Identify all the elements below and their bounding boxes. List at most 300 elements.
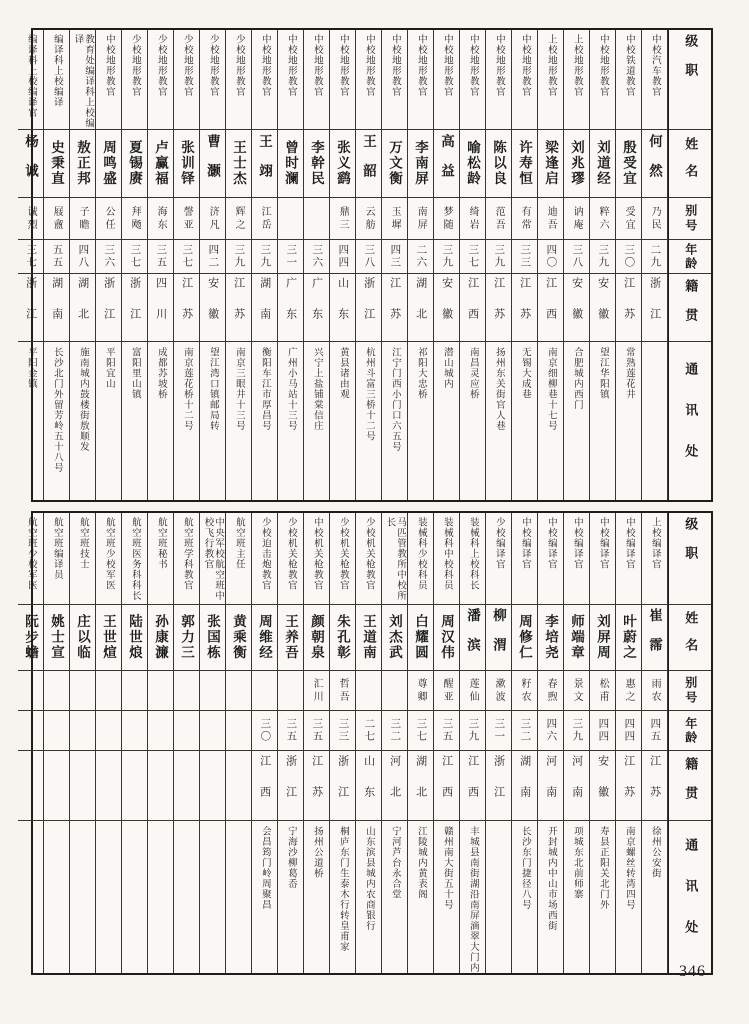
row-header-cell — [669, 198, 711, 240]
alias-cell — [18, 198, 43, 240]
age-cell-text: 三七 — [467, 244, 479, 269]
address-cell-text: 南京莲花桥十二号 — [181, 347, 192, 431]
name-cell — [200, 605, 225, 671]
person-column — [642, 513, 668, 973]
alias-cell — [226, 198, 251, 240]
alias-cell — [252, 671, 277, 711]
age-cell — [44, 711, 69, 751]
rank-cell-text: 中校地形教官 — [285, 34, 296, 97]
age-cell — [278, 240, 303, 274]
address-cell — [70, 342, 95, 500]
name-cell-text: 喻松龄 — [465, 140, 481, 187]
alias-cell — [96, 198, 121, 240]
origin-cell — [460, 274, 485, 342]
row-header-cell — [669, 821, 711, 973]
name-cell-text: 柳渭 — [491, 608, 507, 667]
row-header-label: 姓名 — [683, 610, 699, 665]
alias-cell-text: 玉墀 — [389, 205, 401, 232]
person-column — [148, 513, 174, 973]
person-column — [304, 513, 330, 973]
rank-cell-text: 航空班技士 — [77, 517, 88, 570]
address-cell-text: 长沙北门外留芳岭五十八号 — [51, 347, 62, 473]
row-header-label: 级职 — [683, 34, 699, 92]
alias-cell — [148, 671, 173, 711]
person-column — [44, 30, 70, 500]
row-header-label: 姓名 — [683, 136, 699, 191]
person-column — [252, 30, 278, 500]
rank-cell-text: 少校地形教官 — [181, 34, 192, 97]
age-cell-text: 三五 — [311, 718, 323, 743]
rank-cell-text: 中校机关枪教官 — [311, 517, 322, 591]
person-column — [18, 513, 44, 973]
name-cell-text: 郭力三 — [179, 614, 195, 661]
age-cell-text: 四四 — [337, 244, 349, 269]
address-cell — [330, 342, 355, 500]
name-cell-text: 张国栋 — [205, 614, 221, 661]
rank-cell — [18, 513, 43, 605]
name-cell-text: 张训铎 — [179, 140, 195, 187]
name-cell-text: 庄以临 — [75, 614, 91, 661]
person-column — [278, 30, 304, 500]
name-cell — [148, 605, 173, 671]
age-cell-text: 三九 — [571, 718, 583, 743]
alias-cell — [226, 671, 251, 711]
name-cell-text: 王世煊 — [101, 614, 117, 661]
origin-cell-text: 浙江 — [336, 754, 349, 817]
origin-cell — [330, 751, 355, 821]
age-cell-text: 二六 — [415, 244, 427, 269]
rank-cell-text: 航空班编译员 — [51, 517, 62, 580]
origin-cell — [408, 274, 433, 342]
rank-cell — [330, 513, 355, 605]
origin-cell — [252, 274, 277, 342]
age-cell — [616, 240, 641, 274]
rank-cell — [70, 30, 95, 130]
rank-cell-text: 中校编译官 — [519, 517, 530, 570]
name-cell — [408, 130, 433, 198]
alias-cell — [174, 198, 199, 240]
age-cell-text: 三九 — [259, 244, 271, 269]
rank-cell-text: 中校地形教官 — [363, 34, 374, 97]
rank-cell-text: 中校铁道教官 — [623, 34, 634, 97]
age-cell — [44, 240, 69, 274]
rank-cell — [590, 30, 615, 130]
address-cell — [486, 342, 511, 500]
rank-cell — [330, 30, 355, 130]
alias-cell — [616, 671, 641, 711]
rank-cell-text: 马匹管教所中校所长 — [384, 517, 406, 601]
address-cell-text: 南京螺丝转湾四号 — [623, 826, 634, 910]
row-header-cell — [669, 30, 711, 130]
name-cell — [434, 130, 459, 198]
address-cell-text: 无锡大成巷 — [519, 347, 530, 400]
name-cell-text: 杨诚 — [23, 134, 39, 193]
address-cell-text: 南京细柳巷十七号 — [545, 347, 556, 431]
row-header-cell — [669, 513, 711, 605]
address-cell-text: 施南城内鼓楼街敖顺发 — [77, 347, 88, 452]
name-cell-text: 李幹民 — [309, 140, 325, 187]
person-column — [70, 513, 96, 973]
name-cell — [226, 130, 251, 198]
origin-cell-text: 浙江 — [24, 276, 37, 339]
name-cell — [174, 605, 199, 671]
age-cell-text: 四四 — [623, 718, 635, 743]
alias-cell-text: 受宜 — [623, 205, 635, 232]
rank-cell — [408, 30, 433, 130]
origin-cell-text: 安徽 — [596, 754, 609, 817]
alias-cell — [538, 671, 563, 711]
row-header-column — [668, 513, 711, 973]
address-cell — [512, 342, 537, 500]
origin-cell — [18, 751, 43, 821]
alias-cell — [590, 671, 615, 711]
age-cell — [148, 240, 173, 274]
address-cell-text: 寿县正阳关北门外 — [597, 826, 608, 910]
origin-cell — [122, 274, 147, 342]
origin-cell-text: 江苏 — [388, 276, 401, 339]
alias-cell-text: 景文 — [571, 677, 583, 704]
address-cell-text: 宁海沙柳葛岙 — [285, 826, 296, 889]
origin-cell-text: 浙江 — [128, 276, 141, 339]
age-cell — [70, 240, 95, 274]
age-cell — [18, 711, 43, 751]
address-cell-text: 广州小马站十三号 — [285, 347, 296, 431]
row-header-label: 通讯处 — [683, 838, 699, 961]
age-cell-text: 三七 — [129, 244, 141, 269]
rank-cell — [174, 30, 199, 130]
age-cell — [460, 711, 485, 751]
person-column — [174, 30, 200, 500]
rank-cell-text: 中校地形教官 — [415, 34, 426, 97]
rank-cell-text: 编译科上校编译 — [51, 34, 62, 108]
address-cell — [330, 821, 355, 973]
address-cell — [408, 342, 433, 500]
address-cell-text: 扬州公道桥 — [311, 826, 322, 879]
rank-cell — [434, 30, 459, 130]
name-cell-text: 王士杰 — [231, 140, 247, 187]
address-cell-text: 江陵城内黄表阁 — [415, 826, 426, 900]
origin-cell — [460, 751, 485, 821]
rank-cell — [200, 513, 225, 605]
name-cell-text: 张义鹞 — [335, 140, 351, 187]
address-cell — [460, 342, 485, 500]
address-cell-text: 祁阳大忠桥 — [415, 347, 426, 400]
age-cell-text: 四三 — [389, 244, 401, 269]
address-cell-text: 黄县诸由观 — [337, 347, 348, 400]
age-cell-text: 四六 — [545, 718, 557, 743]
alias-cell — [200, 198, 225, 240]
name-cell — [44, 130, 69, 198]
origin-cell-text: 浙江 — [492, 754, 505, 817]
address-cell — [642, 342, 667, 500]
address-cell — [356, 342, 381, 500]
alias-cell-text: 济凡 — [207, 205, 219, 232]
name-cell-text: 周汉伟 — [439, 614, 455, 661]
age-cell — [174, 711, 199, 751]
person-column — [278, 513, 304, 973]
rank-cell-text: 航空班少校军医 — [103, 517, 114, 591]
rank-cell-text: 中校编译官 — [623, 517, 634, 570]
alias-cell-text: 籽农 — [519, 677, 531, 704]
row-header-label: 籍贯 — [683, 278, 699, 337]
alias-cell-text: 绮岩 — [467, 205, 479, 232]
origin-cell-text: 江苏 — [232, 276, 245, 339]
address-cell — [18, 342, 43, 500]
alias-cell — [590, 198, 615, 240]
address-cell-text: 杭州斗富三桥十二号 — [363, 347, 374, 442]
alias-cell — [278, 671, 303, 711]
row-header-cell — [669, 751, 711, 821]
rank-cell-text: 航空班学科教官 — [181, 517, 192, 591]
name-cell-text: 王韶 — [361, 134, 377, 193]
alias-cell-text: 松甫 — [597, 677, 609, 704]
address-cell-text: 平阳金镇 — [25, 347, 36, 389]
age-cell-text: 三二 — [519, 718, 531, 743]
address-cell — [356, 821, 381, 973]
address-cell — [538, 821, 563, 973]
rank-cell-text: 中校汽车教官 — [649, 34, 660, 97]
rank-cell-text: 中校地形教官 — [311, 34, 322, 97]
address-cell-text: 长沙东门捷径八号 — [519, 826, 530, 910]
address-cell-text: 兴宁上盐铺棠信庄 — [311, 347, 322, 431]
age-cell — [148, 711, 173, 751]
origin-cell — [44, 751, 69, 821]
name-cell-text: 刘杰武 — [387, 614, 403, 661]
age-cell — [356, 240, 381, 274]
alias-cell — [564, 198, 589, 240]
rank-cell — [304, 513, 329, 605]
alias-cell — [96, 671, 121, 711]
alias-cell — [122, 671, 147, 711]
address-cell-text: 扬州东关街官人巷 — [493, 347, 504, 431]
alias-cell-text: 讷庵 — [571, 205, 583, 232]
name-cell-text: 孙康濂 — [153, 614, 169, 661]
age-cell — [252, 240, 277, 274]
roster-table-bottom — [23, 511, 713, 975]
address-cell-text: 赣州南大街五十号 — [441, 826, 452, 910]
person-column — [200, 30, 226, 500]
name-cell — [512, 605, 537, 671]
address-cell-text: 会昌筠门岭周聚昌 — [259, 826, 270, 910]
rank-cell — [200, 30, 225, 130]
age-cell-text: 三七 — [415, 718, 427, 743]
person-column — [564, 30, 590, 500]
address-cell — [122, 342, 147, 500]
rank-cell-text: 中校地形教官 — [597, 34, 608, 97]
rank-cell-text: 中校编译官 — [571, 517, 582, 570]
origin-cell — [174, 751, 199, 821]
origin-cell-text: 河南 — [570, 754, 583, 817]
person-column — [226, 30, 252, 500]
alias-cell-text: 有常 — [519, 205, 531, 232]
rank-cell-text: 少校机关枪教官 — [285, 517, 296, 591]
rank-cell — [356, 30, 381, 130]
name-cell — [434, 605, 459, 671]
name-cell-text: 崔霈 — [647, 608, 663, 667]
address-cell — [174, 821, 199, 973]
person-column — [96, 30, 122, 500]
rank-cell-text: 中校地形教官 — [389, 34, 400, 97]
alias-cell-text: 汇川 — [311, 677, 323, 704]
name-cell-text: 敖正邦 — [75, 140, 91, 187]
address-cell — [434, 342, 459, 500]
origin-cell — [616, 751, 641, 821]
alias-cell — [382, 198, 407, 240]
address-cell — [44, 342, 69, 500]
alias-cell — [486, 198, 511, 240]
age-cell — [200, 711, 225, 751]
alias-cell — [616, 198, 641, 240]
row-header-cell — [669, 274, 711, 342]
origin-cell-text: 江苏 — [492, 276, 505, 339]
rank-cell — [382, 30, 407, 130]
rank-cell — [252, 30, 277, 130]
address-cell — [512, 821, 537, 973]
age-cell-text: 三〇 — [259, 718, 271, 743]
name-cell — [18, 605, 43, 671]
name-cell-text: 陆世烺 — [127, 614, 143, 661]
rank-cell-text: 装械科少校科员 — [415, 517, 426, 591]
origin-cell-text: 江西 — [440, 754, 453, 817]
origin-cell-text: 安徽 — [570, 276, 583, 339]
address-cell — [564, 342, 589, 500]
name-cell-text: 夏锡赓 — [127, 140, 143, 187]
rank-cell-text: 中校地形教官 — [467, 34, 478, 97]
rank-cell — [174, 513, 199, 605]
age-cell — [122, 240, 147, 274]
name-cell — [200, 130, 225, 198]
name-cell-text: 王道南 — [361, 614, 377, 661]
alias-cell — [200, 671, 225, 711]
alias-cell — [330, 198, 355, 240]
age-cell — [408, 711, 433, 751]
name-cell-text: 陈以良 — [491, 140, 507, 187]
alias-cell — [408, 671, 433, 711]
address-cell-text: 徐州公安街 — [649, 826, 660, 879]
origin-cell-text: 江苏 — [310, 754, 323, 817]
origin-cell — [512, 274, 537, 342]
rank-cell — [538, 513, 563, 605]
origin-cell — [226, 274, 251, 342]
alias-cell-text: 春煦 — [545, 677, 557, 704]
alias-cell — [512, 198, 537, 240]
age-cell — [356, 711, 381, 751]
address-cell — [304, 821, 329, 973]
age-cell-text: 四四 — [597, 718, 609, 743]
age-cell-text: 二九 — [649, 244, 661, 269]
origin-cell — [356, 751, 381, 821]
age-cell — [616, 711, 641, 751]
name-cell — [226, 605, 251, 671]
address-cell — [538, 342, 563, 500]
origin-cell — [512, 751, 537, 821]
address-cell — [278, 342, 303, 500]
address-cell — [226, 821, 251, 973]
name-cell-text: 黄乘衡 — [231, 614, 247, 661]
person-column — [512, 513, 538, 973]
origin-cell — [434, 751, 459, 821]
person-column — [616, 30, 642, 500]
age-cell-text: 二七 — [363, 718, 375, 743]
alias-cell-text: 辉之 — [233, 205, 245, 232]
person-column — [304, 30, 330, 500]
rank-cell-text: 航空班医务科科长 — [129, 517, 140, 601]
age-cell — [590, 711, 615, 751]
origin-cell-text: 江西 — [466, 276, 479, 339]
address-cell — [96, 342, 121, 500]
person-column — [512, 30, 538, 500]
age-cell — [564, 711, 589, 751]
age-cell — [96, 711, 121, 751]
address-cell — [304, 342, 329, 500]
person-column — [44, 513, 70, 973]
row-header-cell — [669, 671, 711, 711]
alias-cell — [460, 671, 485, 711]
name-cell-text: 李南屏 — [413, 140, 429, 187]
origin-cell-text: 山东 — [362, 754, 375, 817]
name-cell — [278, 605, 303, 671]
rank-cell-text: 中校地形教官 — [259, 34, 270, 97]
name-cell — [96, 605, 121, 671]
rank-cell-text: 中校地形教官 — [441, 34, 452, 97]
row-header-label: 通讯处 — [683, 362, 699, 485]
name-cell — [642, 605, 667, 671]
person-column — [226, 513, 252, 973]
origin-cell — [590, 274, 615, 342]
person-column — [96, 513, 122, 973]
alias-cell-text: 公任 — [103, 205, 115, 232]
origin-cell-text: 湖南 — [50, 276, 63, 339]
name-cell-text: 周维经 — [257, 614, 273, 661]
alias-cell — [330, 671, 355, 711]
origin-cell — [304, 274, 329, 342]
name-cell-text: 白耀圆 — [413, 614, 429, 661]
origin-cell — [642, 751, 667, 821]
alias-cell — [44, 671, 69, 711]
row-header-label: 年龄 — [683, 716, 698, 745]
address-cell — [44, 821, 69, 973]
age-cell — [304, 711, 329, 751]
origin-cell-text: 江西 — [466, 754, 479, 817]
origin-cell — [200, 274, 225, 342]
name-cell-text: 王翊 — [257, 134, 273, 193]
rank-cell — [70, 513, 95, 605]
address-cell — [278, 821, 303, 973]
origin-cell — [278, 751, 303, 821]
name-cell-text: 万文衡 — [387, 140, 403, 187]
person-column — [616, 513, 642, 973]
name-cell — [122, 605, 147, 671]
rank-cell — [460, 513, 485, 605]
address-cell — [642, 821, 667, 973]
age-cell — [564, 240, 589, 274]
origin-cell — [382, 751, 407, 821]
age-cell — [382, 240, 407, 274]
rank-cell-text: 中校地形教官 — [103, 34, 114, 97]
name-cell — [70, 130, 95, 198]
name-cell-text: 何然 — [647, 134, 663, 193]
name-cell-text: 卢赢福 — [153, 140, 169, 187]
address-cell-text: 南昌灵应桥 — [467, 347, 478, 400]
person-column — [460, 513, 486, 973]
person-column — [486, 513, 512, 973]
name-cell-text: 周鸣盛 — [101, 140, 117, 187]
rank-cell — [642, 30, 667, 130]
rank-cell — [434, 513, 459, 605]
name-cell — [460, 605, 485, 671]
origin-cell-text: 江苏 — [622, 276, 635, 339]
name-cell — [616, 605, 641, 671]
